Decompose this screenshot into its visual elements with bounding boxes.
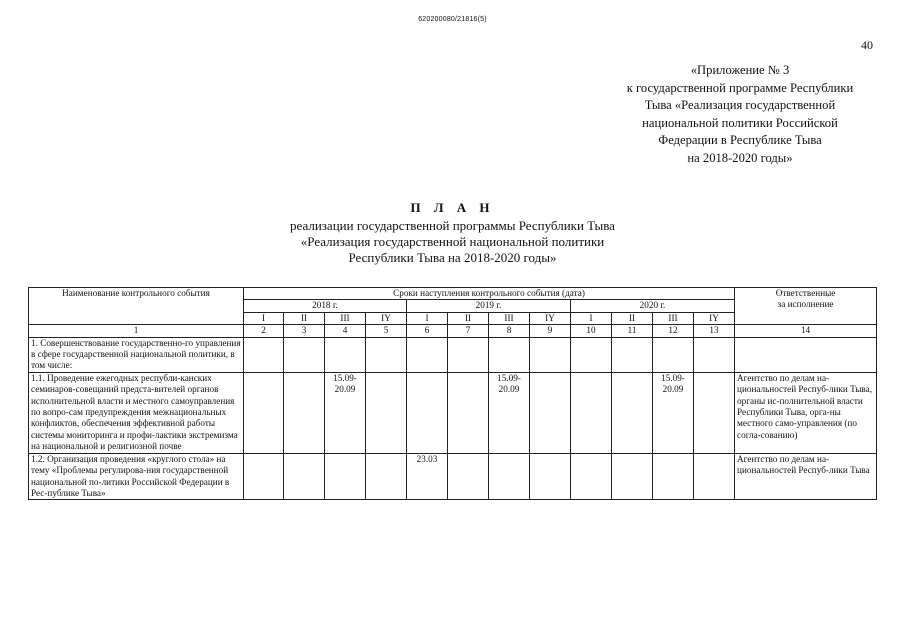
date-cell [530, 453, 571, 500]
year-header: 2018 г. [244, 300, 407, 312]
responsible-cell: Агентство по делам на-циональностей Респуб-лики Тыва [735, 453, 877, 500]
date-cell [244, 337, 284, 372]
column-number: 12 [653, 325, 694, 337]
date-cell [366, 337, 407, 372]
header-responsible-line: Ответственные [775, 288, 836, 298]
date-cell [612, 337, 653, 372]
plan-subtitle [0, 218, 905, 266]
date-cell [448, 337, 489, 372]
date-cell: 15.09- 20.09 [489, 372, 530, 453]
column-number: 9 [530, 325, 571, 337]
plan-subtitle-line: «Реализация государственной национальной политики [300, 234, 605, 249]
table-row [29, 372, 877, 453]
quarter-header: IY [366, 312, 407, 324]
appendix-line: Тыва «Реализация государственной [644, 98, 836, 113]
quarter-header: I [571, 312, 612, 324]
date-cell [694, 372, 735, 453]
date-cell [571, 337, 612, 372]
appendix-line: «Приложение № 3 [690, 63, 790, 77]
date-cell [284, 372, 325, 453]
date-cell: 15.09- 20.09 [653, 372, 694, 453]
page-number: 40 [861, 38, 873, 52]
column-number: 6 [407, 325, 448, 337]
date-cell [366, 453, 407, 500]
date-cell [407, 372, 448, 453]
date-cell [612, 372, 653, 453]
year-header: 2019 г. [407, 300, 571, 312]
date-cell [244, 372, 284, 453]
responsible-cell [735, 337, 877, 372]
date-cell [407, 337, 448, 372]
plan-title: П Л А Н [410, 200, 495, 215]
column-number: 14 [735, 325, 877, 337]
date-cell [244, 453, 284, 500]
date-cell [284, 453, 325, 500]
quarter-header: I [244, 312, 284, 324]
document-code: 620200080/21816(5) [418, 16, 487, 23]
plan-table [28, 287, 877, 500]
column-number: 4 [325, 325, 366, 337]
quarter-header: IY [530, 312, 571, 324]
column-number: 1 [29, 325, 244, 337]
quarter-header: III [325, 312, 366, 324]
plan-subtitle-line: реализации государственной программы Республики Тыва [290, 218, 615, 233]
quarter-header: IY [694, 312, 735, 324]
event-name: 1. Совершенствование государственно-го управления в сфере государственной национальной политики, в том числе: [29, 337, 244, 372]
table-colnum-row [29, 325, 877, 337]
date-cell [366, 372, 407, 453]
date-cell [448, 372, 489, 453]
date-cell [325, 337, 366, 372]
quarter-header: III [653, 312, 694, 324]
quarter-header: II [612, 312, 653, 324]
column-number: 2 [244, 325, 284, 337]
column-number: 13 [694, 325, 735, 337]
appendix-line: к государственной программе Республики [626, 80, 854, 95]
date-cell [448, 453, 489, 500]
date-cell [325, 453, 366, 500]
date-cell [530, 372, 571, 453]
event-name: 1.2. Организация проведения «круглого стола» на тему «Проблемы регулирова-ния государственной национальной по-литики Российской Федерации в Рес-публике Тыва» [29, 453, 244, 500]
quarter-header: II [284, 312, 325, 324]
header-event: Наименование контрольного события [29, 288, 244, 325]
column-number: 10 [571, 325, 612, 337]
quarter-header: III [489, 312, 530, 324]
column-number: 11 [612, 325, 653, 337]
year-header: 2020 г. [571, 300, 735, 312]
date-cell [653, 453, 694, 500]
responsible-cell: Агентство по делам на-циональностей Респуб-лики Тыва, органы ис-полнительной власти Республики Тыва, орга-ны местного само-управления (по согла-сованию) [735, 372, 877, 453]
date-cell [530, 337, 571, 372]
table-header-row [29, 288, 877, 300]
date-cell [571, 453, 612, 500]
event-name: 1.1. Проведение ежегодных республи-канских семинаров-совещаний предста-вителей органов исполнительной власти и местного самоуправления по вопро-сам предупреждения межнациональных конфликтов, обеспечения эффективной работы системы мониторинга и профи-лактики экстремизма на национальной и религиозной почве [29, 372, 244, 453]
date-cell [571, 372, 612, 453]
column-number: 7 [448, 325, 489, 337]
column-number: 3 [284, 325, 325, 337]
date-cell [694, 453, 735, 500]
plan-subtitle-line: Республики Тыва на 2018-2020 годы» [348, 250, 557, 265]
date-cell [489, 337, 530, 372]
appendix-line: Федерации в Республике Тыва [658, 133, 822, 148]
header-responsible [735, 288, 877, 325]
table-row [29, 453, 877, 500]
date-cell [653, 337, 694, 372]
quarter-header: II [448, 312, 489, 324]
quarter-header: I [407, 312, 448, 324]
column-number: 5 [366, 325, 407, 337]
date-cell [612, 453, 653, 500]
appendix-line: на 2018-2020 годы» [687, 150, 793, 165]
column-number: 8 [489, 325, 530, 337]
table-row [29, 337, 877, 372]
header-responsible-line: за исполнение [777, 299, 834, 310]
date-cell: 15.09- 20.09 [325, 372, 366, 453]
header-dates: Сроки наступления контрольного события (дата) [244, 288, 735, 300]
appendix-heading [560, 62, 905, 168]
appendix-line: национальной политики Российской [642, 115, 838, 130]
date-cell [284, 337, 325, 372]
date-cell [489, 453, 530, 500]
date-cell [694, 337, 735, 372]
date-cell: 23.03 [407, 453, 448, 500]
